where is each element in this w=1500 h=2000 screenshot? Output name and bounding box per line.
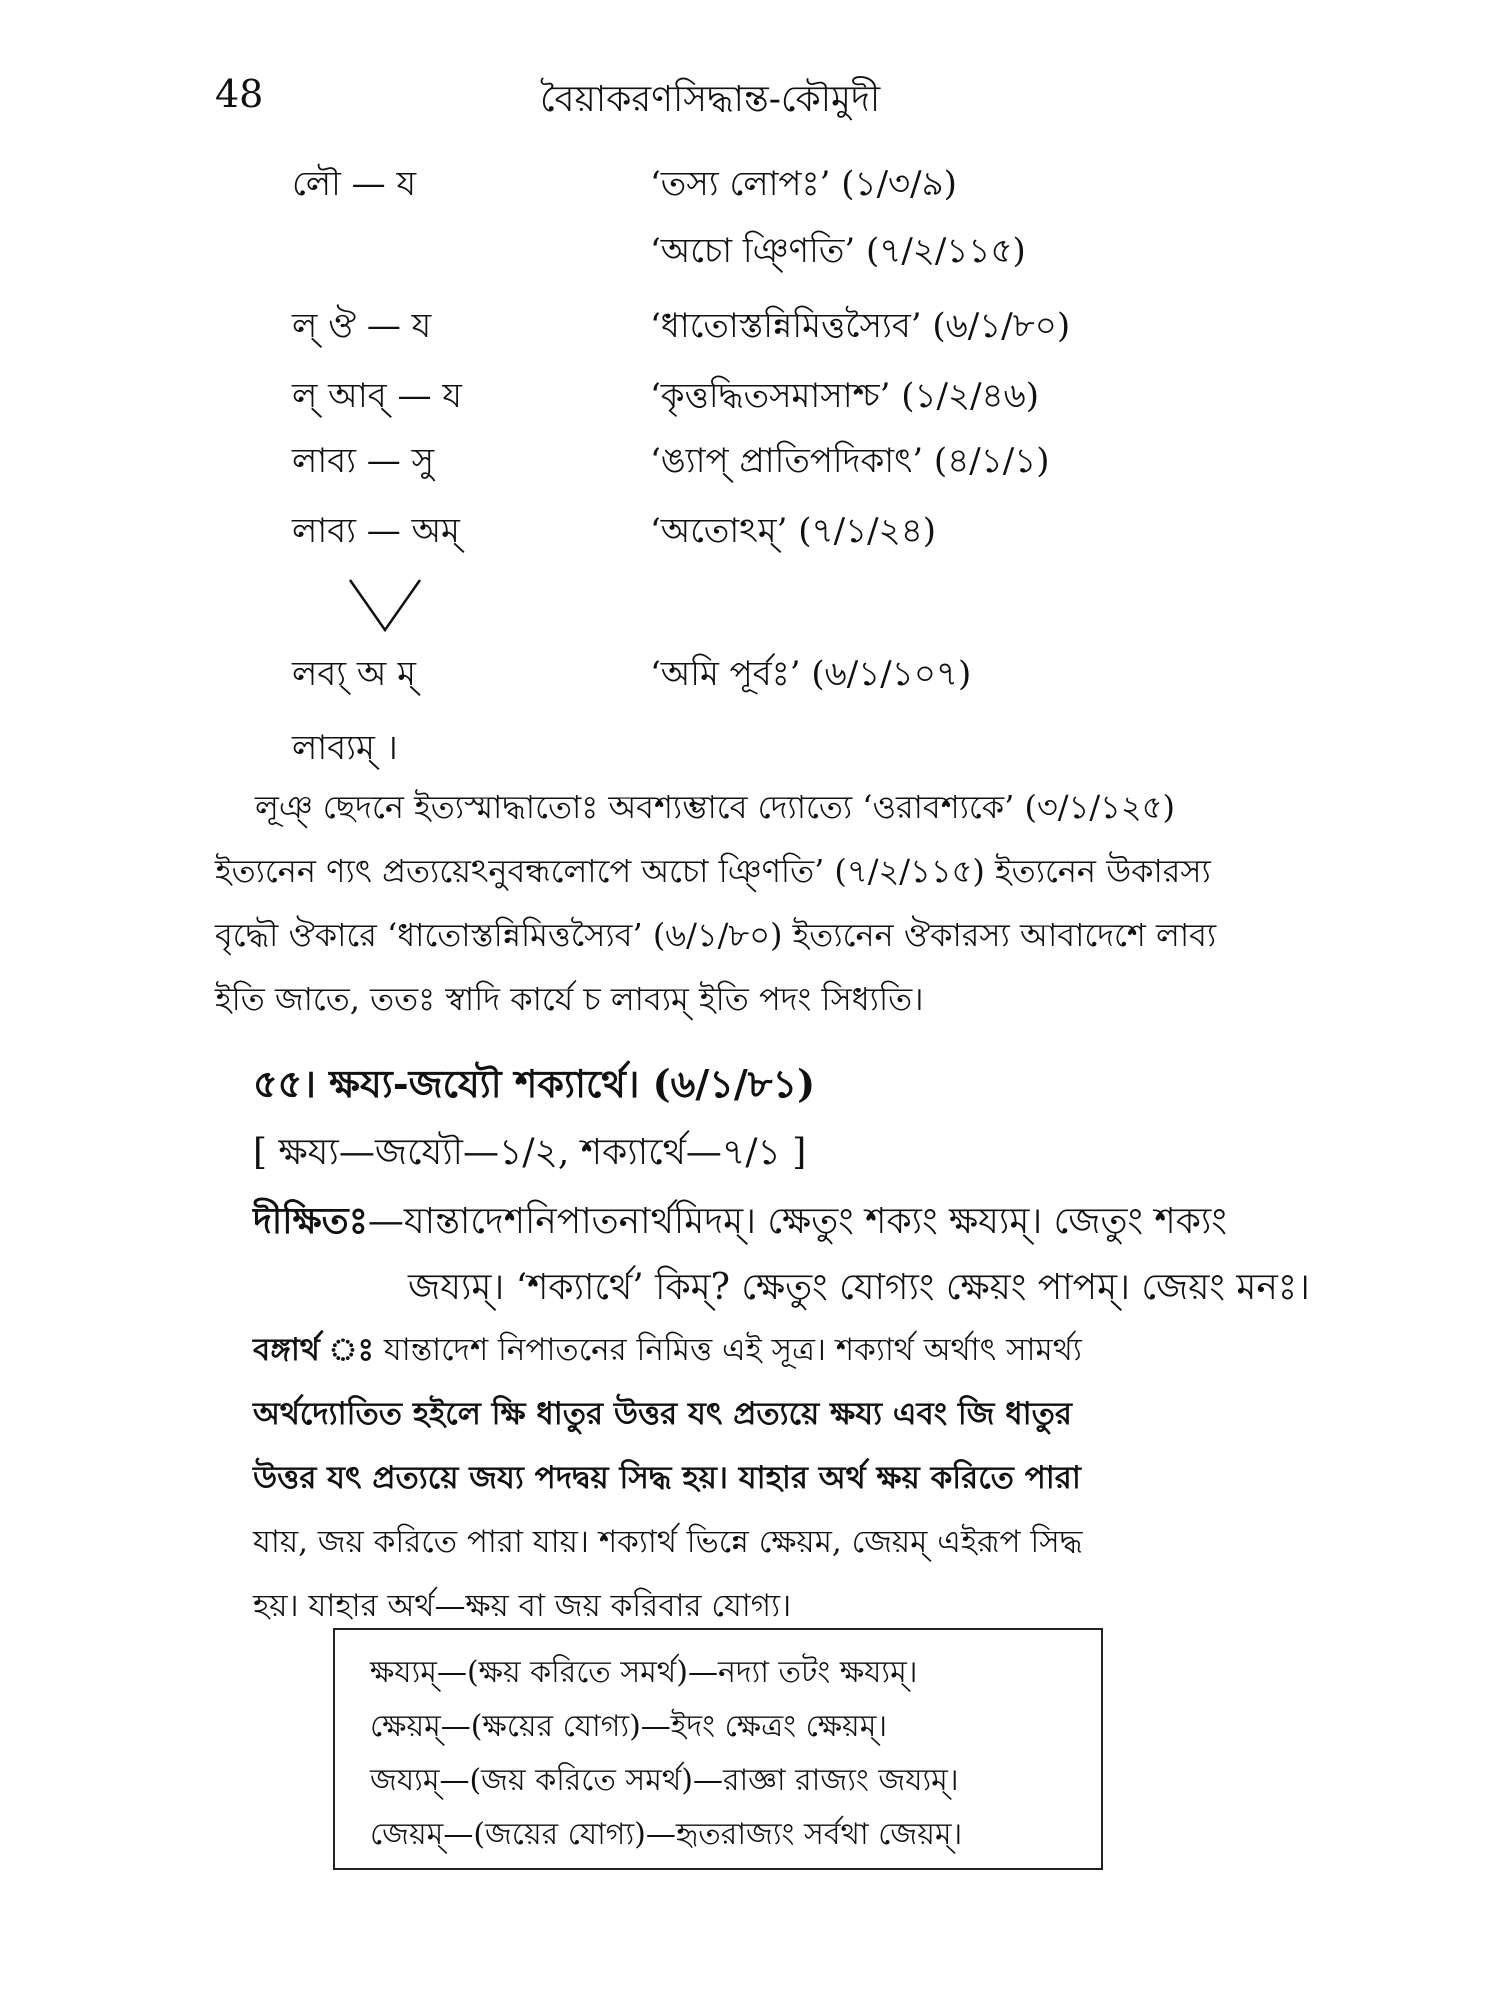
derivation-step-left: লৌ — য xyxy=(292,164,417,204)
derivation-rule: ‘কৃত্তদ্ধিতসমাসাশ্চ’ (১/২/৪৬) xyxy=(650,376,1039,416)
derivation-step-left: ল্ ঔ — য xyxy=(292,306,432,346)
sutra-heading: ৫৫। ক্ষয্য-জয্যৌ শক্যার্থে। (৬/১/৮১) xyxy=(253,1061,816,1106)
derivation-step-left: লাব্য — সু xyxy=(292,441,435,481)
diksita-label: দীক্ষিতঃ xyxy=(253,1200,368,1242)
example-line: ক্ষেয়ম্—(ক্ষয়ের যোগ্য)—ইদং ক্ষেত্রং ক্ষেয়ম্। xyxy=(370,1709,888,1744)
diksita-line: —যান্তাদেশনিপাতনার্থমিদম্। ক্ষেতুং শক্যং ক্ষয্যম্। জেতুং শক্যং xyxy=(367,1201,1227,1242)
example-line: জয্যম্—(জয় করিতে সমর্থ)—রাজ্ঞা রাজ্যং জয্যম্। xyxy=(370,1763,959,1798)
bangartha-label: বঙ্গার্থ ঃ xyxy=(253,1332,375,1368)
merge-v-symbol xyxy=(345,575,425,635)
page-number: 48 xyxy=(215,72,264,116)
paragraph-line: ইতি জাতে, ততঃ স্বাদি কার্যে চ লাব্যম্ ইতি পদং সিধ্যতি। xyxy=(215,980,924,1018)
sutra-breakdown: [ ক্ষয্য—জয্যৌ—১/২, শক্যার্থে—৭/১ ] xyxy=(253,1132,807,1173)
page-title: বৈয়াকরণসিদ্ধান্ত-কৌমুদী xyxy=(540,79,881,120)
derivation-rule: ‘ঙ্যাপ্ প্রাতিপদিকাৎ’ (৪/১/১) xyxy=(650,441,1050,481)
paragraph-line: ইত্যনেন ণ্যৎ প্রত্যয়েঽনুবন্ধলোপে অচো ঞ্ণিতি’ (৭/২/১১৫) ইত্যনেন উকারস্য xyxy=(215,852,1211,890)
example-line: ক্ষয্যম্—(ক্ষয় করিতে সমর্থ)—নদ্যা তটং ক্ষয্যম্। xyxy=(370,1655,918,1690)
derivation-rule: ‘অতোঽম্’ (৭/১/২৪) xyxy=(650,511,937,551)
bangartha-line: যান্তাদেশ নিপাতনের নিমিত্ত এই সূত্র। শক্যার্থ অর্থাৎ সামর্থ্য xyxy=(383,1332,1082,1368)
bengali-meaning xyxy=(253,1318,1323,1638)
paragraph-line: লূঞ্ ছেদনে ইত্যস্মাদ্ধাতোঃ অবশ্যম্ভাবে দ্যোত্যে ‘ওরাবশ্যকে’ (৩/১/১২৫) xyxy=(255,788,1175,826)
example-line: জেয়ম্—(জয়ের যোগ্য)—হৃতরাজ্যং সর্বথা জেয়ম্। xyxy=(370,1817,963,1852)
diksita-commentary xyxy=(253,1188,1323,1321)
derivation-rule: ‘তস্য লোপঃ’ (১/৩/৯) xyxy=(650,164,957,204)
examples-box xyxy=(333,1628,1103,1870)
derivation-step-left: ল্ আব্ — য xyxy=(292,376,462,416)
bangartha-line: অর্থদ্যোতিত হইলে ক্ষি ধাতুর উত্তর যৎ প্রত্যয়ে ক্ষয্য এবং জি ধাতুর xyxy=(253,1396,1072,1432)
paragraph-line: বৃদ্ধৌ ঔকারে ‘ধাতোস্তন্নিমিত্তস্যৈব’ (৬/১/৮০) ইত্যনেন ঔকারস্য আবাদেশে লাব্য xyxy=(215,916,1217,954)
derivation-step-left: লব্য্ অ ম্ xyxy=(292,654,417,694)
derivation-rule: ‘অমি পূর্বঃ’ (৬/১/১০৭) xyxy=(650,654,972,694)
derivation-rule: ‘অচো ঞ্ণিতি’ (৭/২/১১৫) xyxy=(650,231,1026,271)
explanation-paragraph xyxy=(215,775,1320,1031)
derivation-step-left: লাব্য — অম্ xyxy=(292,511,460,551)
derivation-rule: ‘ধাতোস্তন্নিমিত্তস্যৈব’ (৬/১/৮০) xyxy=(650,306,1071,346)
bangartha-line: উত্তর যৎ প্রত্যয়ে জয্য পদদ্বয় সিদ্ধ হয়। যাহার অর্থ ক্ষয় করিতে পারা xyxy=(253,1460,1081,1496)
bangartha-line: যায়, জয় করিতে পারা যায়। শক্যার্থ ভিন্নে ক্ষেয়ম, জেয়ম্ এইরূপ সিদ্ধ xyxy=(253,1524,1083,1560)
bangartha-line: হয়। যাহার অর্থ—ক্ষয় বা জয় করিবার যোগ্য। xyxy=(253,1588,792,1624)
diksita-line: জয্যম্। ‘শক্যার্থে’ কিম্? ক্ষেতুং যোগ্যং ক্ষেয়ং পাপম্। জেয়ং মনঃ। xyxy=(408,1267,1310,1308)
derivation-result: লাব্যম্ । xyxy=(292,728,398,768)
